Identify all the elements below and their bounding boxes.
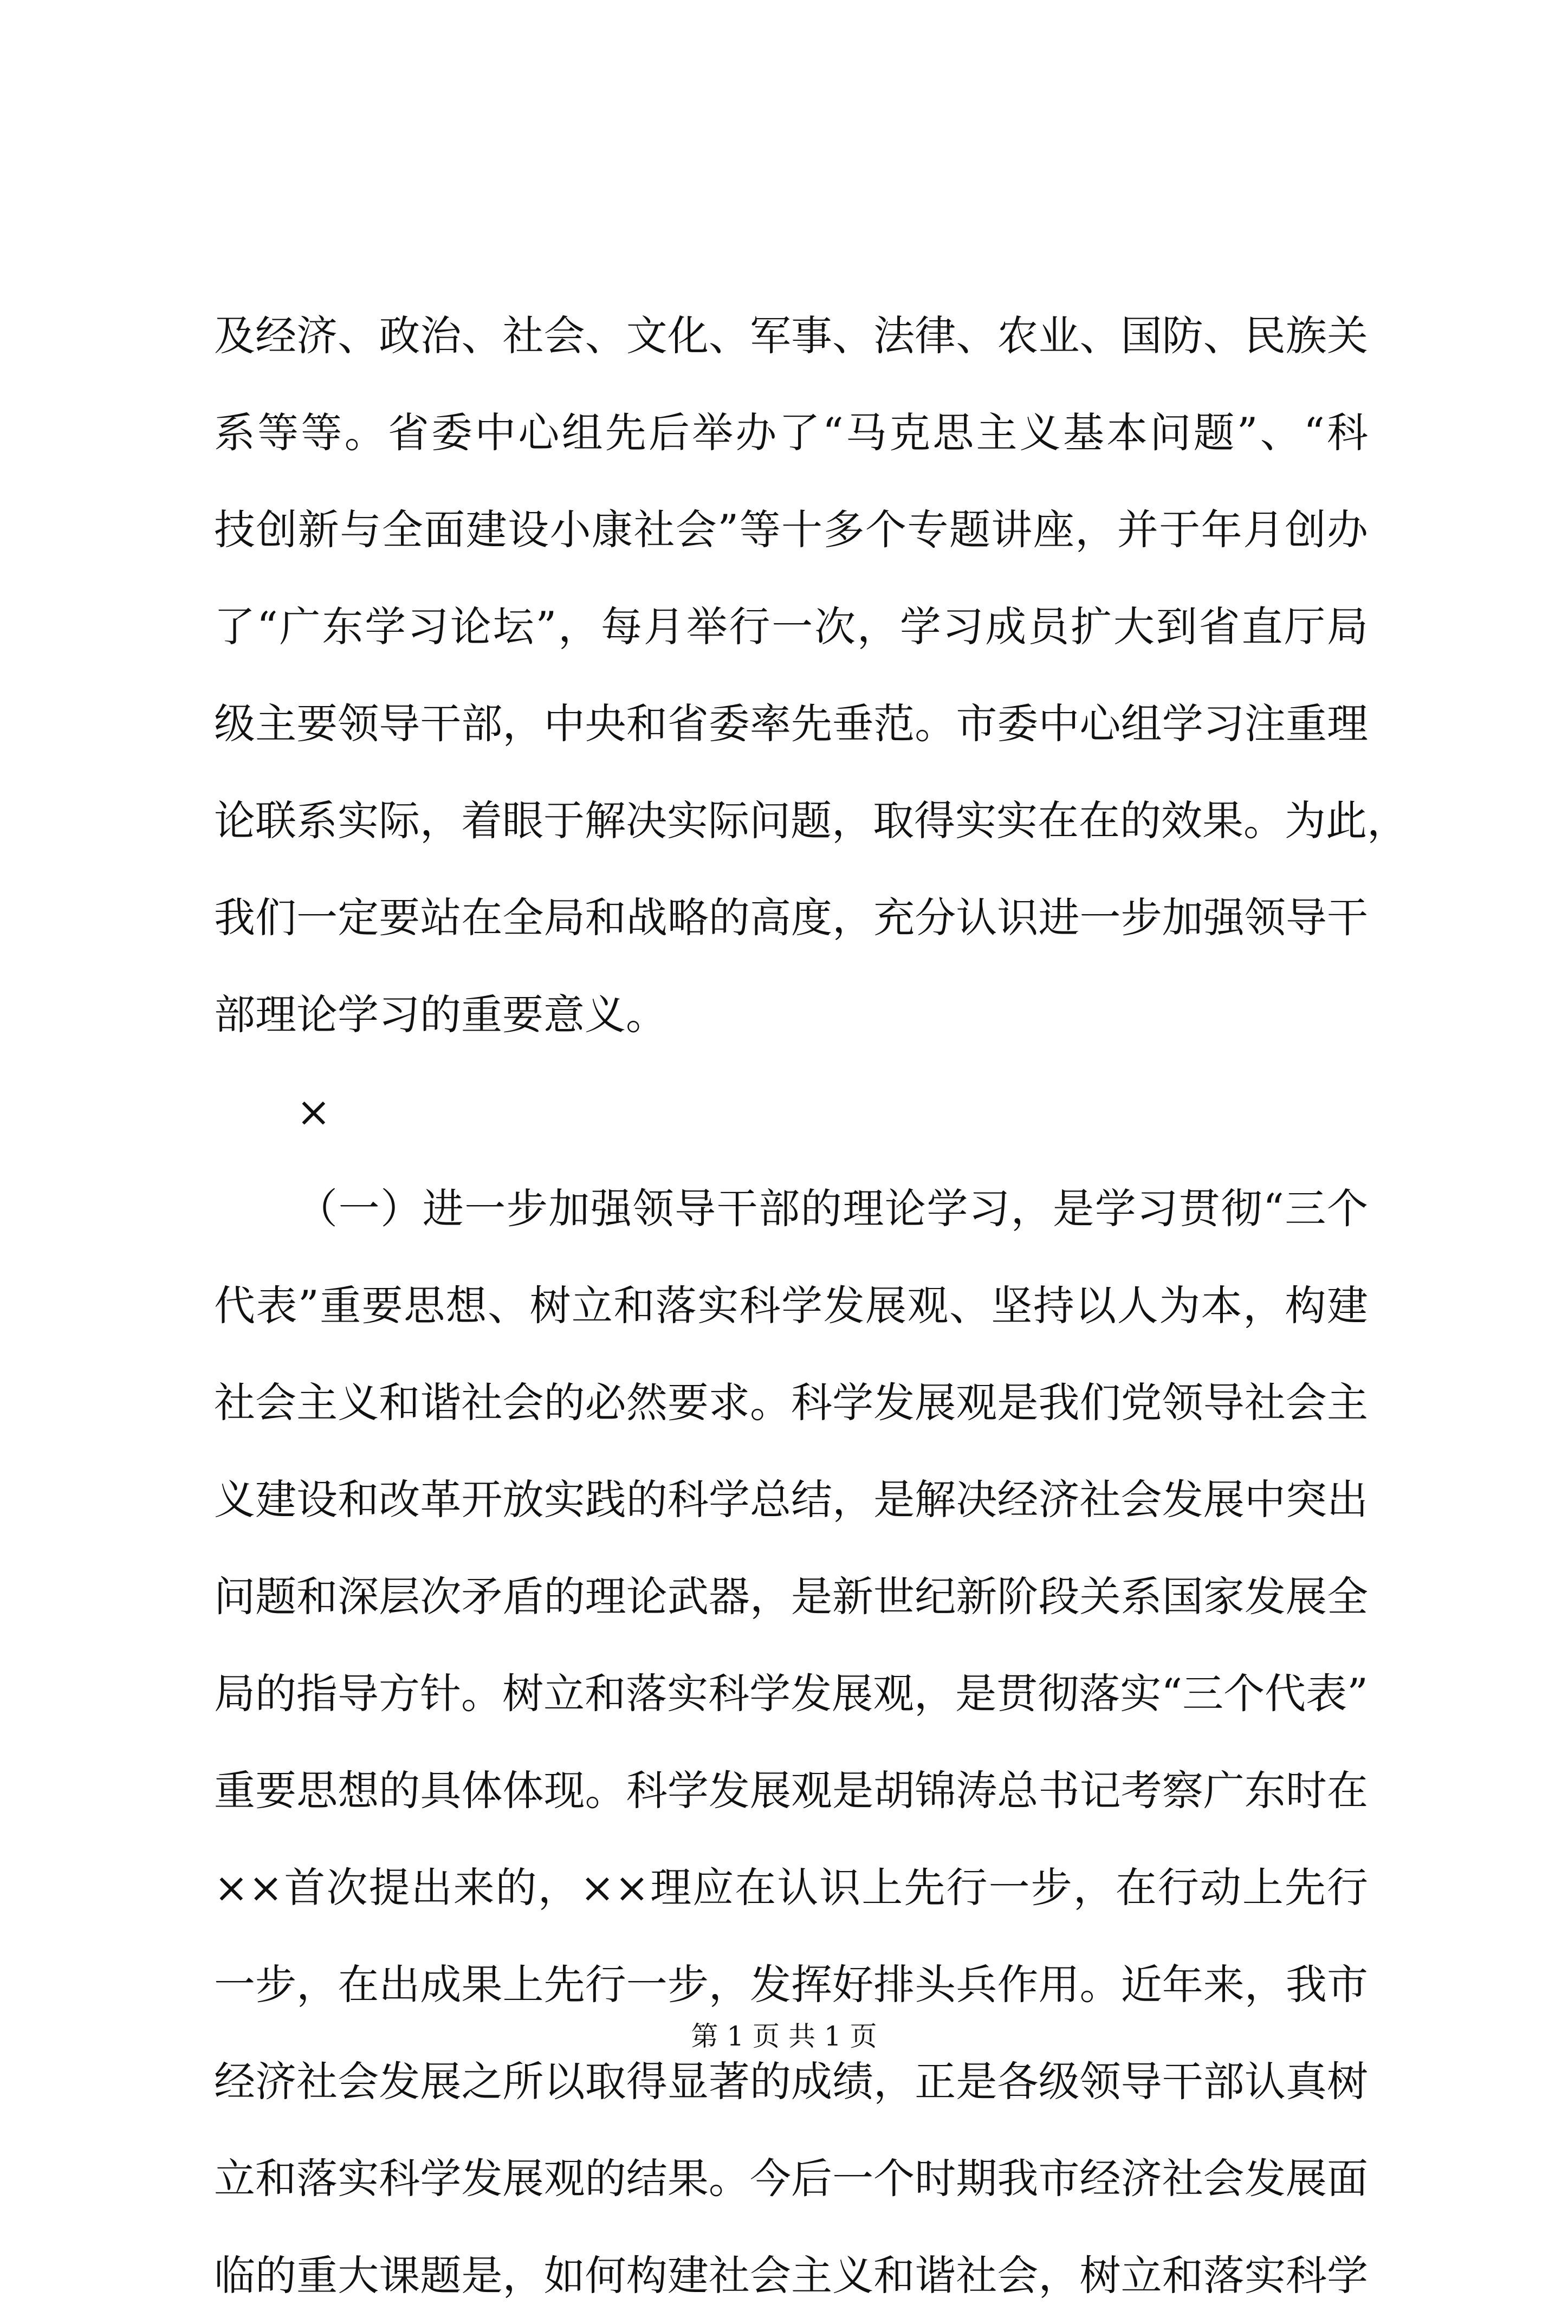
text-line: 经济社会发展之所以取得显著的成绩，正是各级领导干部认真树 <box>214 2057 1368 2106</box>
text-line: 义建设和改革开放实践的科学总结，是解决经济社会发展中突出 <box>214 1475 1368 1524</box>
text-line: 立和落实科学发展观的结果。今后一个时期我市经济社会发展面 <box>214 2154 1368 2203</box>
text-line: 问题和深层次矛盾的理论武器，是新世纪新阶段关系国家发展全 <box>214 1572 1368 1621</box>
text-line: 临的重大课题是，如何构建社会主义和谐社会，树立和落实科学 <box>214 2251 1368 2300</box>
text-line: 重要思想的具体体现。科学发展观是胡锦涛总书记考察广东时在 <box>214 1766 1368 1815</box>
text-line: 部理论学习的重要意义。 <box>214 991 667 1039</box>
text-line: 一步，在出成果上先行一步，发挥好排头兵作用。近年来，我市 <box>214 1960 1368 2009</box>
text-line: 社会主义和谐社会的必然要求。科学发展观是我们党领导社会主 <box>214 1378 1368 1427</box>
text-line: ××首次提出来的，××理应在认识上先行一步，在行动上先行 <box>214 1863 1368 1912</box>
section-mark: × <box>296 1087 331 1136</box>
text-line: 及经济、政治、社会、文化、军事、法律、农业、国防、民族关 <box>214 312 1368 360</box>
text-line: 技创新与全面建设小康社会”等十多个专题讲座，并于年月创办 <box>214 506 1368 554</box>
text-line: 系等等。省委中心组先后举办了“马克思主义基本问题”、“科 <box>214 409 1368 457</box>
text-line: 级主要领导干部，中央和省委率先垂范。市委中心组学习注重理 <box>214 700 1368 748</box>
text-line: 代表”重要思想、树立和落实科学发展观、坚持以人为本，构建 <box>214 1281 1368 1330</box>
page-number-footer: 第 1 页 共 1 页 <box>691 2021 877 2052</box>
text-line: 我们一定要站在全局和战略的高度，充分认识进一步加强领导干 <box>214 894 1368 942</box>
text-line: 论联系实际，着眼于解决实际问题，取得实实在在的效果。为此， <box>214 797 1408 845</box>
text-line: 局的指导方针。树立和落实科学发展观，是贯彻落实“三个代表” <box>214 1669 1368 1718</box>
text-line: 了“广东学习论坛”，每月举行一次，学习成员扩大到省直厅局 <box>214 603 1368 651</box>
text-line: （一）进一步加强领导干部的理论学习，是学习贯彻“三个 <box>296 1184 1368 1233</box>
